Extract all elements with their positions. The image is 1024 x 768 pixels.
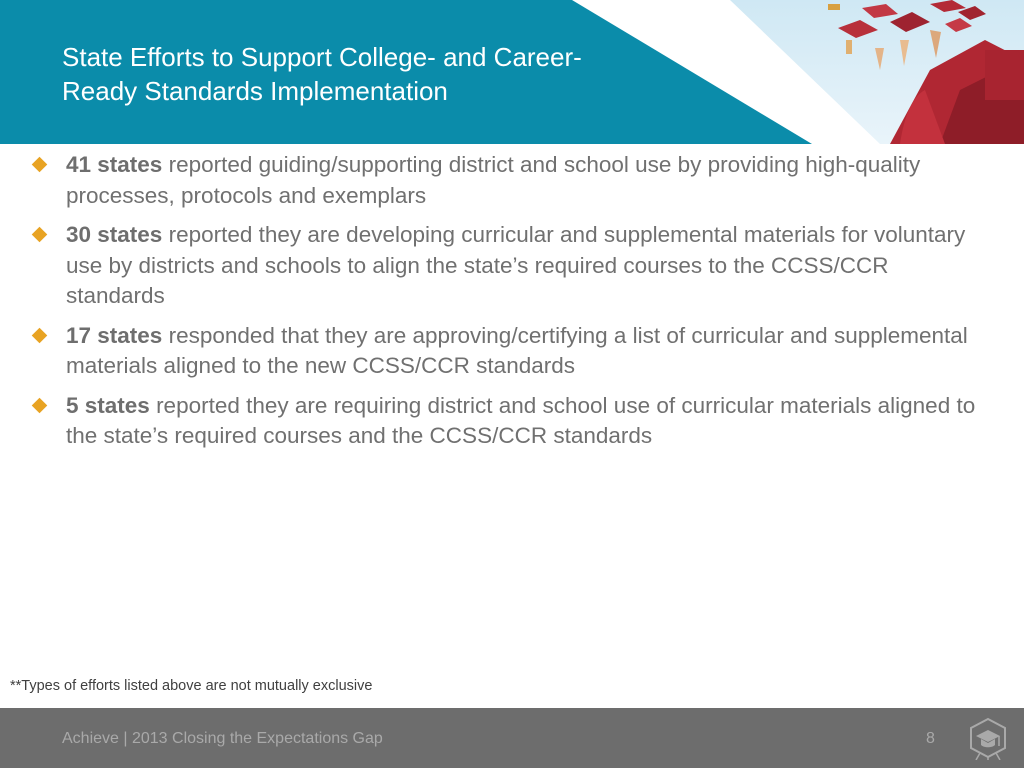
list-item <box>30 220 990 312</box>
bullet-text: reported guiding/supporting district and school use by providing high-quality processes, protocols and exemplars <box>66 152 921 208</box>
bullet-count: 30 states <box>66 222 163 247</box>
footnote: **Types of efforts listed above are not mutually exclusive <box>10 678 373 694</box>
bullet-text: reported they are developing curricular and supplemental materials for voluntary use by districts and schools to align the state’s required courses to the CCSS/CCR standards <box>66 222 966 308</box>
diamond-bullet-icon <box>32 157 48 173</box>
title-line-2: Ready Standards Implementation <box>62 76 448 106</box>
title-line-1: State Efforts to Support College- and Career- <box>62 42 582 72</box>
slide-header <box>0 0 1024 144</box>
diamond-bullet-icon <box>32 227 48 243</box>
bullet-list <box>30 150 990 461</box>
bullet-count: 5 states <box>66 392 150 418</box>
bullet-count: 41 states <box>66 152 163 177</box>
page-number: 8 <box>926 730 935 747</box>
diamond-bullet-icon <box>32 327 48 343</box>
diamond-bullet-icon <box>32 397 48 413</box>
list-item <box>30 150 990 211</box>
slide-footer <box>0 708 1024 768</box>
slide-title <box>62 40 662 108</box>
footer-text: Achieve | 2013 Closing the Expectations Gap <box>62 730 383 747</box>
bullet-text: responded that they are approving/certifying a list of curricular and supplemental materials aligned to the new CCSS/CCR standards <box>66 322 968 378</box>
list-item <box>30 321 990 382</box>
bullet-count: 17 states <box>66 322 163 348</box>
bullet-text: reported they are requiring district and school use of curricular materials aligned to the state’s required courses and the CCSS/CCR standards <box>66 392 976 448</box>
achieve-graduation-cap-logo <box>966 716 1010 760</box>
list-item <box>30 391 990 452</box>
